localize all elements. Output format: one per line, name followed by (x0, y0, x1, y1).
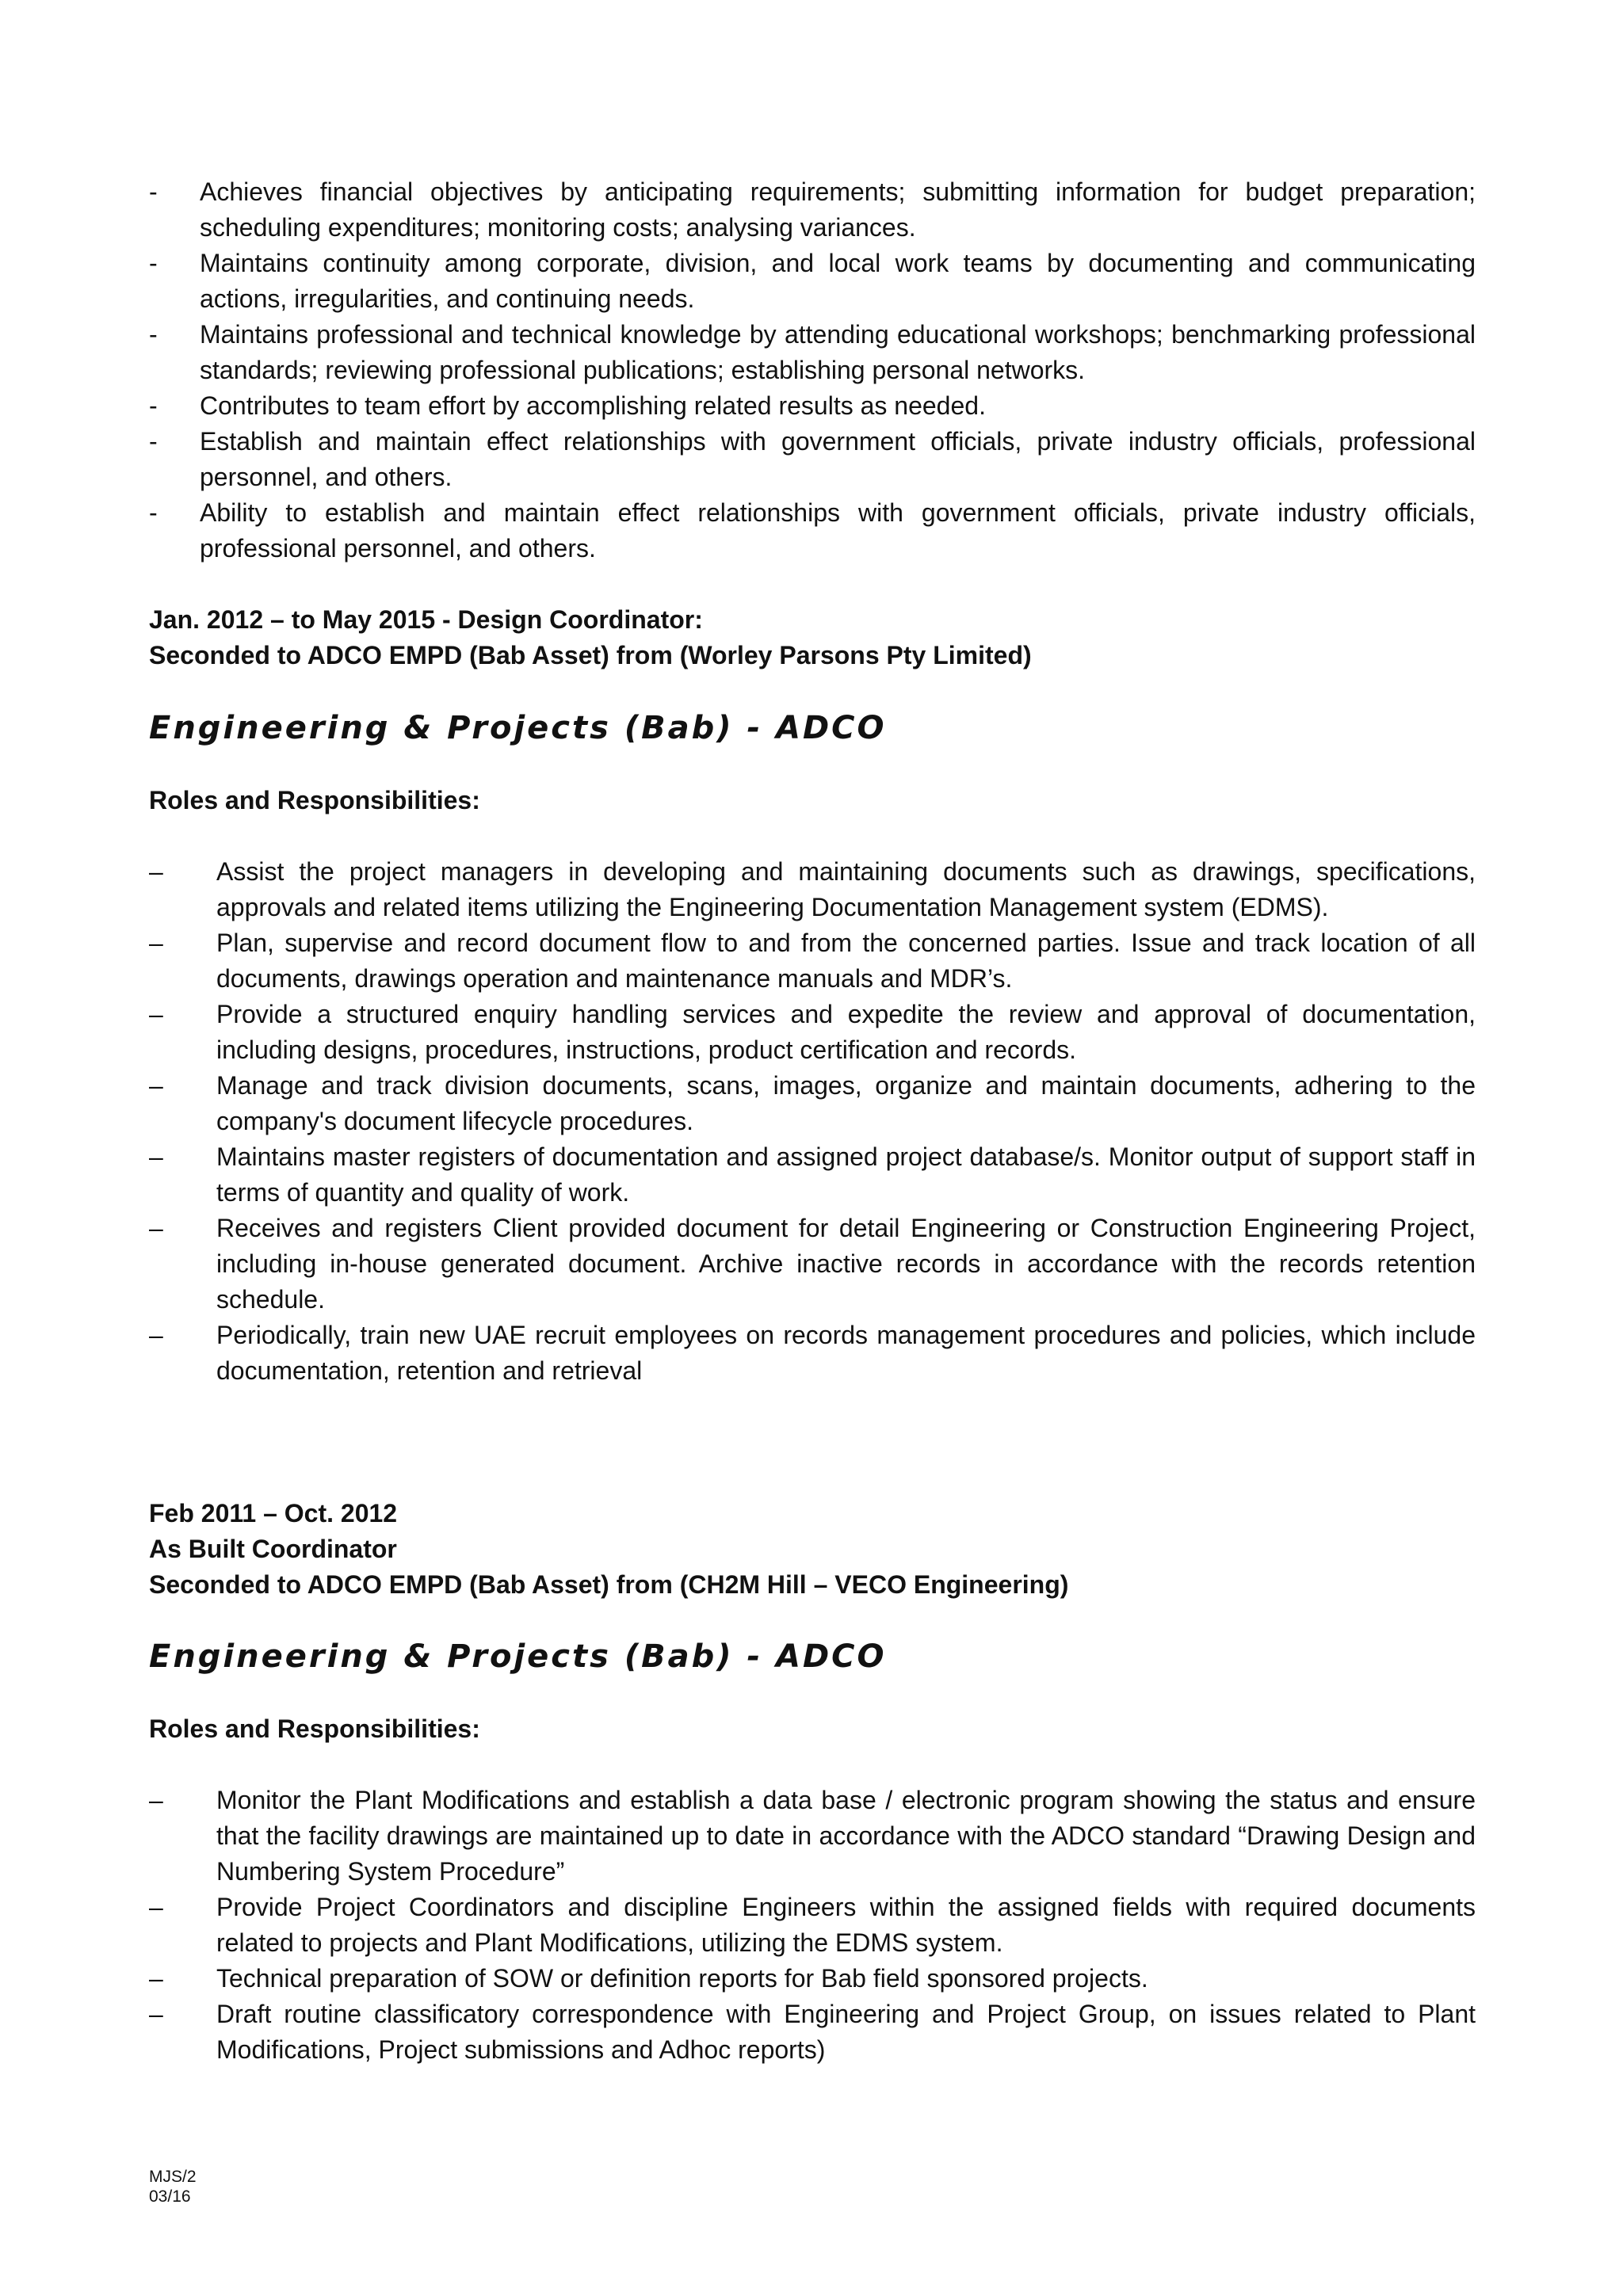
bullet-dash: - (149, 177, 158, 206)
bullet-dash: - (149, 249, 158, 277)
bullet-dash: – (149, 2000, 163, 2028)
footer-date: 03/16 (149, 2187, 191, 2206)
bullet-dash: – (149, 929, 163, 957)
job2-title: As Built Coordinator (149, 1535, 397, 1563)
bullet-dash: – (149, 1214, 163, 1242)
bullet-dash: – (149, 1321, 163, 1349)
job1-seconded: Seconded to ADCO EMPD (Bab Asset) from (Worley Parsons Pty Limited) (149, 641, 1032, 669)
job2-org-heading: Engineering & Projects (Bab) - ADCO (149, 1638, 887, 1675)
bullet-dash: - (149, 427, 158, 456)
list-item: – Draft routine classificatory correspondence with Engineering and Project Group, on issues related to Plant Modifications, Project submissions and Adhoc reports) (0, 1997, 1476, 2068)
list-item: – Monitor the Plant Modifications and establish a data base / electronic program showing the status and ensure that the facility drawings are maintained up to date in accordance with the ADCO standard “Drawing Design and Numbering System Procedure” (0, 1783, 1476, 1890)
bullet-dash: - (149, 498, 158, 527)
list-item: - Maintains professional and technical knowledge by attending educational workshops; benchmarking professional standards; reviewing professional publications; establishing personal networks. (0, 317, 1476, 388)
list-item: – Assist the project managers in developing and maintaining documents such as drawings, specifications, approvals and related items utilizing the Engineering Documentation Management system (EDMS). (0, 854, 1476, 925)
bullet-dash: - (149, 320, 158, 349)
list-item: - Ability to establish and maintain effect relationships with government officials, private industry officials, professional personnel, and others. (0, 495, 1476, 566)
list-item: – Periodically, train new UAE recruit employees on records management procedures and policies, which include documentation, retention and retrieval (0, 1318, 1476, 1389)
job1-roles-label: Roles and Responsibilities: (149, 786, 480, 814)
bullet-dash: – (149, 1000, 163, 1028)
bullet-dash: – (149, 1893, 163, 1921)
responsibilities-list-continued (0, 174, 1623, 566)
job2-seconded: Seconded to ADCO EMPD (Bab Asset) from (CH2M Hill – VECO Engineering) (149, 1570, 1069, 1599)
bullet-dash: – (149, 1786, 163, 1814)
list-item: – Provide Project Coordinators and discipline Engineers within the assigned fields with required documents related to projects and Plant Modifications, utilizing the EDMS system. (0, 1890, 1476, 1961)
bullet-dash: – (149, 1964, 163, 1993)
list-item: – Maintains master registers of documentation and assigned project database/s. Monitor output of support staff in terms of quantity and quality of work. (0, 1139, 1476, 1211)
list-item: - Maintains continuity among corporate, division, and local work teams by documenting and communicating actions, irregularities, and continuing needs. (0, 246, 1476, 317)
job1-responsibilities-list (0, 854, 1623, 1389)
list-item: – Technical preparation of SOW or definition reports for Bab field sponsored projects. (0, 1961, 1476, 1997)
list-item: – Provide a structured enquiry handling services and expedite the review and approval of documentation, including designs, procedures, instructions, product certification and records. (0, 997, 1476, 1068)
list-item: – Plan, supervise and record document flow to and from the concerned parties. Issue and track location of all documents, drawings operation and maintenance manuals and MDR’s. (0, 925, 1476, 997)
job2-responsibilities-list (0, 1783, 1623, 2068)
list-item: - Establish and maintain effect relationships with government officials, private industry officials, professional personnel, and others. (0, 424, 1476, 495)
job2-roles-label: Roles and Responsibilities: (149, 1714, 480, 1743)
list-item: - Achieves financial objectives by anticipating requirements; submitting information for budget preparation; scheduling expenditures; monitoring costs; analysing variances. (0, 174, 1476, 246)
job2-period: Feb 2011 – Oct. 2012 (149, 1499, 398, 1527)
bullet-dash: – (149, 1071, 163, 1100)
list-item: – Receives and registers Client provided document for detail Engineering or Construction Engineering Project, including in-house generated document. Archive inactive records in accordance with the records retention schedule. (0, 1211, 1476, 1318)
job1-org-heading: Engineering & Projects (Bab) - ADCO (149, 710, 887, 746)
bullet-dash: – (149, 1142, 163, 1171)
footer-ref: MJS/2 (149, 2168, 197, 2186)
bullet-dash: – (149, 857, 163, 886)
bullet-dash: - (149, 391, 158, 420)
list-item: – Manage and track division documents, scans, images, organize and maintain documents, adhering to the company's document lifecycle procedures. (0, 1068, 1476, 1139)
list-item: - Contributes to team effort by accomplishing related results as needed. (0, 388, 1476, 424)
job1-period-title: Jan. 2012 – to May 2015 - Design Coordinator: (149, 605, 703, 634)
